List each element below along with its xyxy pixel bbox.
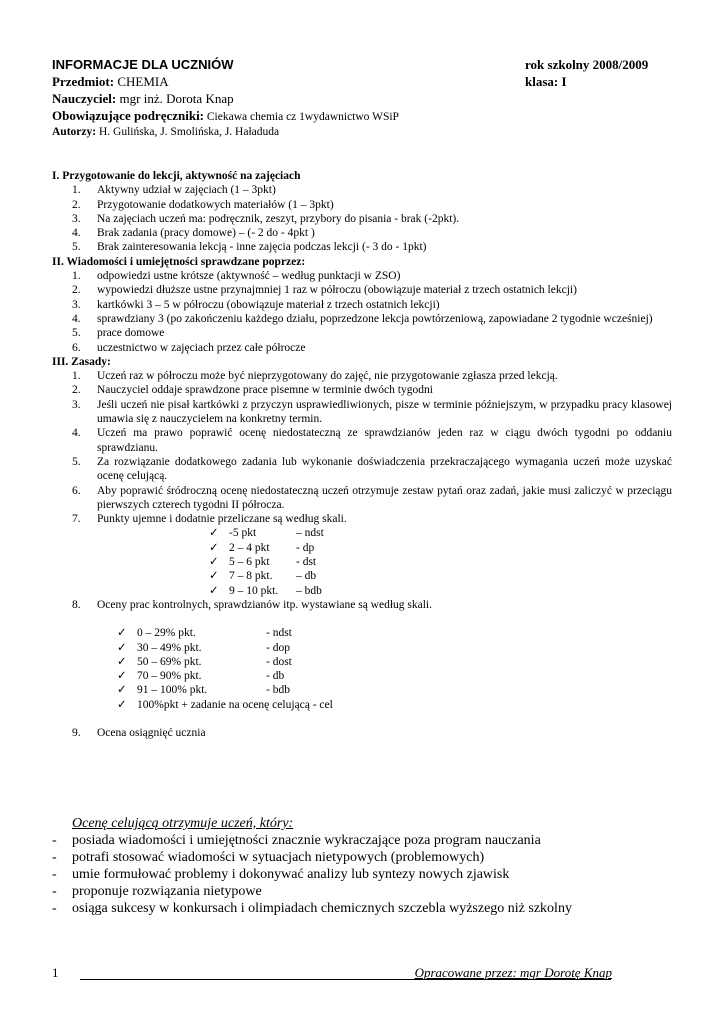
points-scale xyxy=(52,526,672,597)
document-title: INFORMACJE DLA UCZNIÓW xyxy=(52,57,234,72)
authors-value: H. Gulińska, J. Smolińska, J. Haładuda xyxy=(96,126,280,138)
check-icon: ✓ xyxy=(209,527,219,540)
scale-row: ✓ 70 – 90% pkt. - db xyxy=(117,670,285,683)
check-icon: ✓ xyxy=(117,641,127,654)
list-item: - posiada wiadomości i umiejętności znacznie wykraczające poza program nauczania xyxy=(52,833,541,848)
books-label: Obowiązujące podręczniki: xyxy=(52,108,205,123)
list-item: - potrafi stosować wiadomości w sytuacjach nietypowych (problemowych) xyxy=(52,850,485,865)
list-item: 1. Aktywny udział w zajęciach (1 – 3pkt) xyxy=(72,184,276,197)
subject-value: CHEMIA xyxy=(114,74,169,89)
check-icon: ✓ xyxy=(209,570,219,583)
list-item: 7. Punkty ujemne i dodatnie przeliczane są według skali. xyxy=(72,513,347,526)
scale-row: ✓ 50 – 69% pkt. - dost xyxy=(117,655,292,668)
section-3-title: III. Zasady: xyxy=(52,355,111,368)
list-item: 4. Uczeń ma prawo poprawić ocenę niedostateczną ze sprawdzianów jeden raz w ciągu dwóch tygodni po oddaniu sprawdzianu. xyxy=(72,427,672,454)
section-1-list xyxy=(52,183,672,254)
class-label: klasa: I xyxy=(525,74,567,89)
check-icon: ✓ xyxy=(117,698,127,711)
list-item: 5. Brak zainteresowania lekcją - inne zajęcia podczas lekcji (- 3 do - 1pkt) xyxy=(72,241,427,254)
scale-row: ✓ 91 – 100% pkt. - bdb xyxy=(117,684,290,697)
books-value: Ciekawa chemia cz 1wydawnictwo WSiP xyxy=(204,111,399,123)
scale-row: ✓ 30 – 49% pkt. - dop xyxy=(117,641,290,654)
header-row-subject xyxy=(52,74,663,90)
list-item: 5. prace domowe xyxy=(72,327,165,340)
section-3-list xyxy=(52,369,672,526)
scale-row: ✓ 0 – 29% pkt. - ndst xyxy=(117,627,292,640)
celujaca-section xyxy=(52,815,692,917)
list-item: - umie formułować problemy i dokonywać analizy lub syntezy nowych zjawisk xyxy=(52,867,510,882)
list-item: - osiąga sukcesy w konkursach i olimpiadach chemicznych szczebla wyższego niż szkolny xyxy=(52,901,572,916)
check-icon: ✓ xyxy=(209,584,219,597)
check-icon: ✓ xyxy=(117,684,127,697)
list-item: 2. Przygotowanie dodatkowych materiałów (1 – 3pkt) xyxy=(72,198,334,211)
list-item: 4. Brak zadania (pracy domowe) – (- 2 do - 4pkt ) xyxy=(72,227,315,240)
header-row-authors xyxy=(52,124,663,140)
celujaca-title: Ocenę celującą otrzymuje uczeń, który: xyxy=(72,816,294,831)
list-item: 4. sprawdziany 3 (po zakończeniu każdego działu, poprzedzone lekcja powtórzeniową, zapowiadane 2 tygodnie wcześniej) xyxy=(72,312,653,325)
list-item: 8. Oceny prac kontrolnych, sprawdzianów itp. wystawiane są według skali. xyxy=(72,598,433,611)
list-item: 3. Na zajęciach uczeń ma: podręcznik, zeszyt, przybory do pisania - brak (-2pkt). xyxy=(72,212,460,225)
section-2-list xyxy=(52,269,672,355)
list-item: 1. odpowiedzi ustne krótsze (aktywność – według punktacji w ZSO) xyxy=(72,270,401,283)
list-item: 3. kartkówki 3 – 5 w półroczu (obowiązuje materiał z trzech ostatnich lekcji) xyxy=(72,298,440,311)
list-item: 9. Ocena osiągnięć ucznia xyxy=(72,726,206,739)
list-item: - proponuje rozwiązania nietypowe xyxy=(52,884,262,899)
section-2-title: II. Wiadomości i umiejętności sprawdzane poprzez: xyxy=(52,255,306,268)
scale-row: ✓ 7 – 8 pkt. – db xyxy=(209,570,317,583)
school-year: rok szkolny 2008/2009 xyxy=(525,57,649,72)
check-icon: ✓ xyxy=(117,627,127,640)
scale-row: ✓ 5 – 6 pkt - dst xyxy=(209,556,317,569)
page-number: 1 xyxy=(52,965,59,980)
header-row-title xyxy=(52,57,663,73)
header-row-books xyxy=(52,108,663,125)
scale-row: ✓ 9 – 10 pkt. – bdb xyxy=(209,584,322,597)
scale-row: ✓ 2 – 4 pkt - dp xyxy=(209,541,315,554)
list-item: 2. Nauczyciel oddaje sprawdzone prace pisemne w terminie dwóch tygodni xyxy=(72,384,433,397)
teacher-label: Nauczyciel: xyxy=(52,91,117,106)
list-item: 3. Jeśli uczeń nie pisał kartkówki z przyczyn usprawiedliwionych, pisze w terminie późniejszym, w przypadku pracy klasowej umawia się z nauczycielem na konkretny termin. xyxy=(72,398,672,426)
footer xyxy=(52,965,612,981)
check-icon: ✓ xyxy=(117,655,127,668)
section-1-title: I. Przygotowanie do lekcji, aktywność na zajęciach xyxy=(52,170,301,182)
check-icon: ✓ xyxy=(209,556,219,569)
teacher-value: mgr inż. Dorota Knap xyxy=(116,91,234,106)
scale-row: ✓ -5 pkt – ndst xyxy=(209,527,324,540)
rules-content xyxy=(52,169,672,740)
list-item: 6. Aby poprawić śródroczną ocenę niedostateczną uczeń otrzymuje zestaw pytań oraz zadań, jakie musi zaliczyć w przeciągu pierwszych czterech tygodni II półrocza. xyxy=(72,484,672,511)
scale-row: ✓ 100%pkt + zadanie na ocenę celującą - cel xyxy=(117,698,333,711)
percent-scale xyxy=(52,626,672,712)
list-item: 1. Uczeń raz w półroczu może być nieprzygotowany do zajęć, nie przygotowanie zgłasza przed lekcją. xyxy=(72,370,558,383)
check-icon: ✓ xyxy=(117,670,127,683)
list-item: 5. Za rozwiązanie dodatkowego zadania lub wykonanie doświadczenia przekraczającego wymagania uczeń może uzyskać ocenę celującą. xyxy=(72,455,672,483)
footer-signature: Opracowane przez: mgr Dorotę Knap xyxy=(414,965,612,980)
authors-label: Autorzy: xyxy=(52,126,97,138)
list-item: 6. uczestnictwo w zajęciach przez całe półrocze xyxy=(72,341,306,354)
subject-label: Przedmiot: xyxy=(52,74,115,89)
check-icon: ✓ xyxy=(209,541,219,554)
list-item: 2. wypowiedzi dłuższe ustne przynajmniej 1 raz w półroczu (obowiązuje materiał z trzech ostatnich lekcji) xyxy=(72,284,577,297)
header-row-teacher xyxy=(52,91,663,107)
